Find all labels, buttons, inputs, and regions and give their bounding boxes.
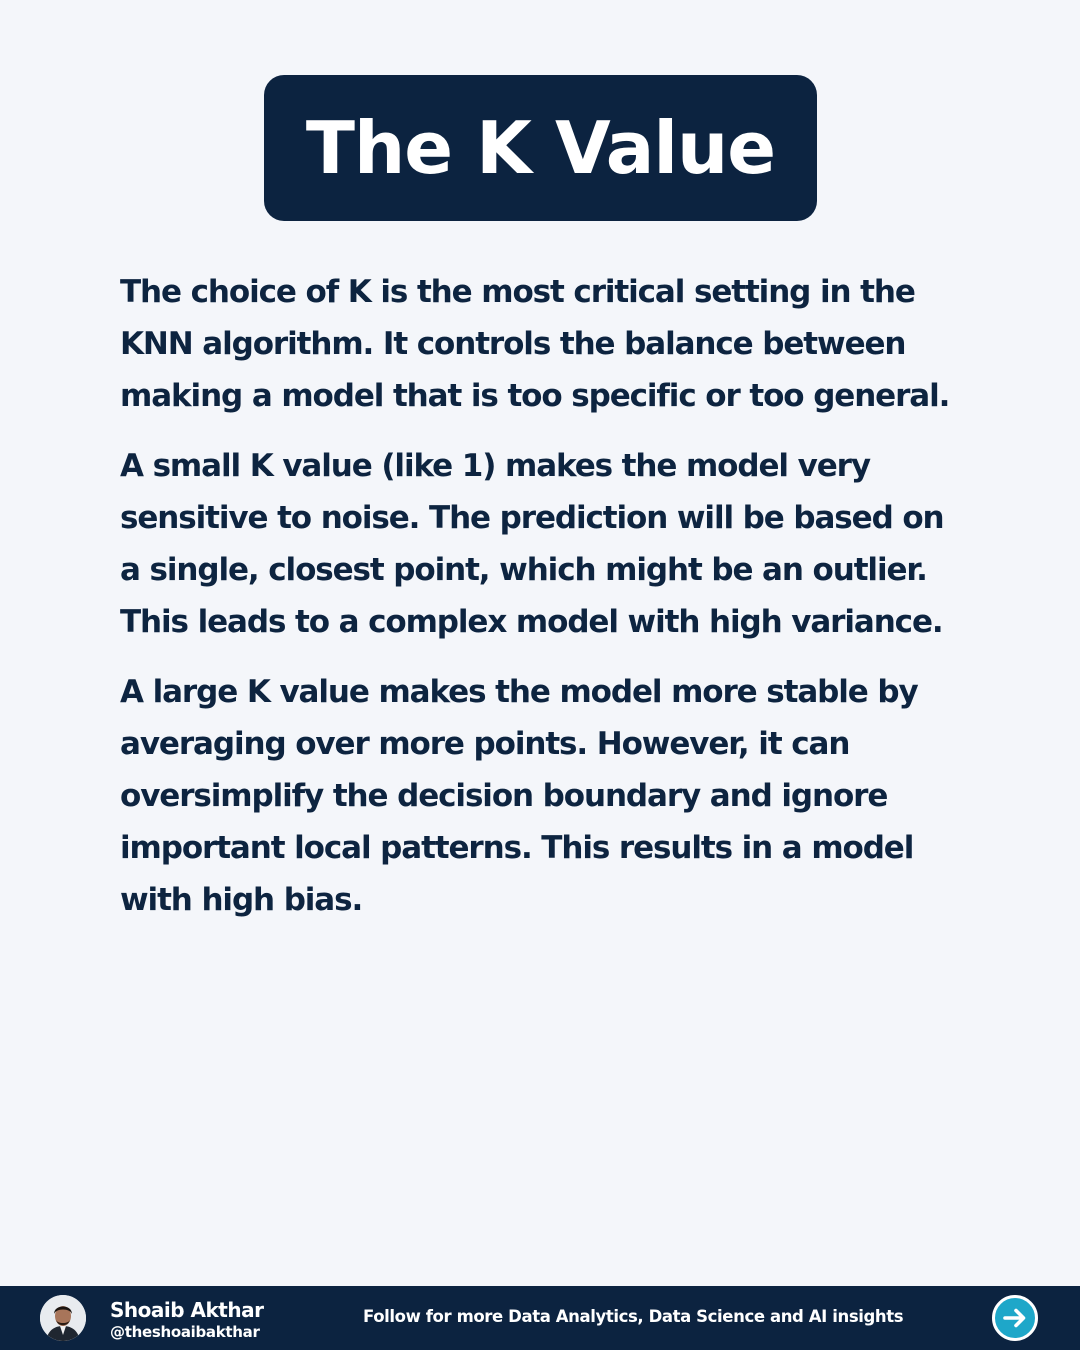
footer-bar: [0, 1286, 1080, 1350]
avatar: [40, 1295, 86, 1341]
author-handle: @theshoaibakthar: [110, 1323, 260, 1341]
content-body: [120, 266, 960, 944]
paragraph-large-k: A large K value makes the model more stable by averaging over more points. However, it can oversimplify the decision boundary and ignore important local patterns. This results in a model with high bias.: [120, 674, 918, 918]
arrow-right-circle-icon: [992, 1295, 1038, 1341]
footer-tagline: Follow for more Data Analytics, Data Science and AI insights: [363, 1307, 904, 1326]
avatar-portrait-icon: [40, 1295, 86, 1341]
page-title: The K Value: [305, 106, 776, 190]
next-slide-button[interactable]: [992, 1295, 1038, 1341]
title-banner: [264, 75, 817, 221]
paragraph-intro: The choice of K is the most critical setting in the KNN algorithm. It controls the balance between making a model that is too specific or too general.: [120, 274, 950, 414]
author-name: Shoaib Akthar: [110, 1298, 264, 1322]
paragraph-small-k: A small K value (like 1) makes the model very sensitive to noise. The prediction will be based on a single, closest point, which might be an outlier. This leads to a complex model with high variance.: [120, 448, 944, 640]
